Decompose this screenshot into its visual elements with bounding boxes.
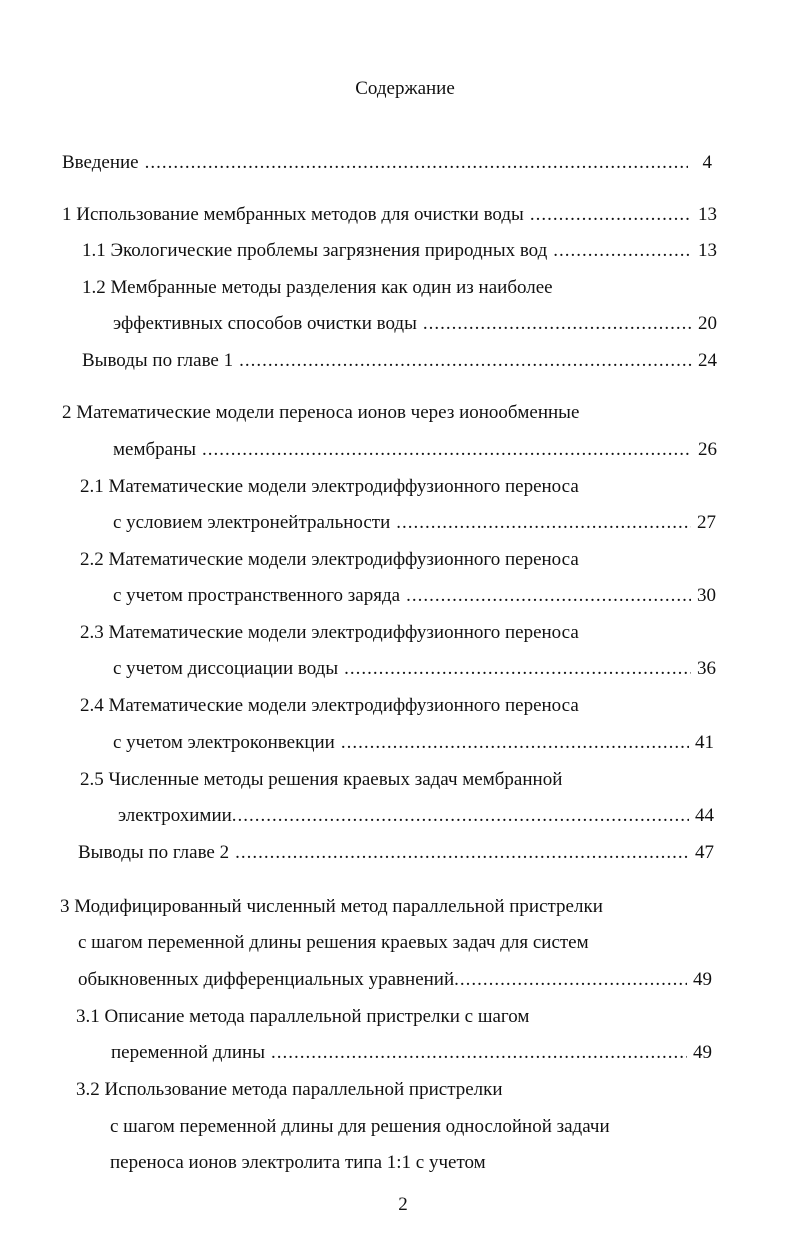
toc-entry-page: 41 — [695, 732, 714, 753]
toc-entry-section-2-2 — [113, 583, 716, 609]
toc-entry-chapter-3-line-1: 3 Модифицированный численный метод параллельной пристрелки — [60, 896, 603, 917]
toc-leader-dots — [406, 583, 691, 609]
toc-entry-page: 20 — [698, 313, 717, 334]
toc-entry-page: 4 — [702, 152, 712, 173]
toc-entry-page: 26 — [698, 439, 717, 460]
toc-entry-chapter-2-line-1: 2 Математические модели переноса ионов через ионообменные — [62, 402, 580, 423]
toc-entry-section-3-2-line-2: с шагом переменной длины для решения однослойной задачи — [110, 1116, 610, 1137]
toc-entry-text: эффективных способов очистки воды — [113, 313, 417, 334]
toc-leader-dots — [341, 730, 689, 756]
toc-entry-page: 44 — [695, 805, 714, 826]
toc-leader-dots — [232, 803, 689, 829]
toc-entry-text: мембраны — [113, 439, 197, 460]
toc-entry-text: Выводы по главе 1 — [82, 350, 234, 371]
toc-entry-section-1-1 — [82, 238, 717, 264]
toc-leader-dots — [239, 348, 692, 374]
toc-entry-page: 49 — [693, 1042, 712, 1063]
toc-leader-dots — [423, 311, 692, 337]
toc-entry-text: обыкновенных дифференциальных уравнений — [78, 969, 455, 990]
toc-entry-section-2-5 — [118, 803, 714, 829]
toc-entry-chapter-1 — [62, 202, 717, 228]
toc-entry-section-3-2-line-1: 3.2 Использование метода параллельной пристрелки — [76, 1079, 503, 1100]
toc-entry-section-3-1 — [111, 1040, 712, 1066]
toc-entry-section-3-1-line-1: 3.1 Описание метода параллельной пристрелки с шагом — [76, 1006, 530, 1027]
toc-entry-page: 27 — [697, 512, 716, 533]
toc-entry-page: 49 — [693, 969, 712, 990]
toc-entry-text: с учетом диссоциации воды — [113, 658, 339, 679]
toc-entry-page: 13 — [698, 204, 717, 225]
page-number: 2 — [398, 1194, 408, 1215]
toc-entry-text: с учетом электроконвекции — [113, 732, 335, 753]
toc-entry-section-2-1 — [113, 510, 716, 536]
toc-entry-section-2-1-line-1: 2.1 Математические модели электродиффузионного переноса — [80, 476, 579, 497]
toc-entry-chapter-3-line-2: с шагом переменной длины решения краевых задач для систем — [78, 932, 589, 953]
toc-entry-text: с условием электронейтральности — [113, 512, 391, 533]
toc-leader-dots — [530, 202, 692, 228]
toc-entry-text: Выводы по главе 2 — [78, 842, 230, 863]
toc-leader-dots — [396, 510, 691, 536]
toc-entry-text: Введение — [62, 152, 139, 173]
toc-entry-page: 13 — [698, 240, 717, 261]
toc-entry-text: переменной длины — [111, 1042, 265, 1063]
toc-leader-dots — [202, 437, 692, 463]
toc-entry-page: 47 — [695, 842, 714, 863]
toc-entry-page: 30 — [697, 585, 716, 606]
toc-entry-page: 36 — [697, 658, 716, 679]
toc-entry-chapter-2 — [113, 437, 717, 463]
toc-leader-dots — [454, 967, 687, 993]
toc-entry-section-2-3-line-1: 2.3 Математические модели электродиффузионного переноса — [80, 622, 579, 643]
toc-entry-section-2-2-line-1: 2.2 Математические модели электродиффузионного переноса — [80, 549, 579, 570]
toc-entry-section-3-2-line-3: переноса ионов электролита типа 1:1 с учетом — [110, 1152, 486, 1173]
toc-entry-conclusions-1 — [82, 348, 717, 374]
toc-entry-section-2-4-line-1: 2.4 Математические модели электродиффузионного переноса — [80, 695, 579, 716]
toc-leader-dots — [344, 656, 691, 682]
toc-leader-dots — [235, 840, 689, 866]
toc-entry-page: 24 — [698, 350, 717, 371]
toc-entry-section-1-2 — [113, 311, 717, 337]
toc-entry-section-2-5-line-1: 2.5 Численные методы решения краевых задач мембранной — [80, 769, 563, 790]
toc-leader-dots — [553, 238, 692, 264]
toc-entry-section-2-4 — [113, 730, 714, 756]
toc-entry-chapter-3 — [78, 967, 712, 993]
toc-leader-dots — [145, 150, 688, 176]
toc-entry-conclusions-2 — [78, 840, 714, 866]
toc-entry-text: с учетом пространственного заряда — [113, 585, 401, 606]
toc-leader-dots — [271, 1040, 687, 1066]
toc-entry-text: 1.1 Экологические проблемы загрязнения природных вод — [82, 240, 548, 261]
toc-entry-text: электрохимии — [118, 805, 232, 826]
toc-entry-text: 1 Использование мембранных методов для очистки воды — [62, 204, 524, 225]
toc-entry-section-1-2-line-1: 1.2 Мембранные методы разделения как один из наиболее — [82, 277, 553, 298]
toc-entry-section-2-3 — [113, 656, 716, 682]
page-title: Содержание — [355, 78, 455, 99]
toc-entry-introduction — [62, 150, 712, 176]
